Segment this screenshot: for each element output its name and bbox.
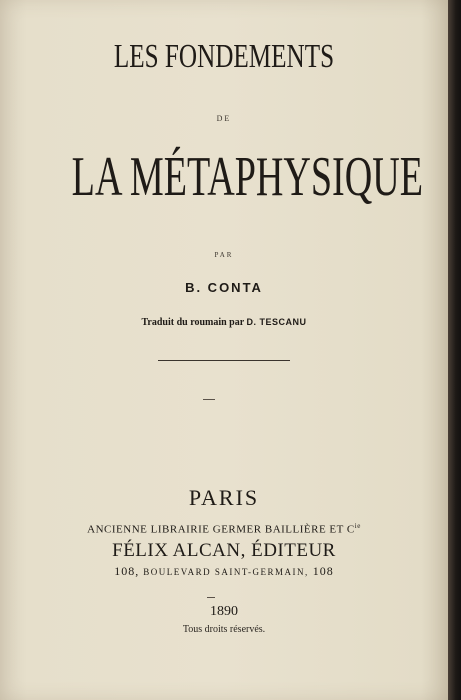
- title-line-1: LES FONDEMENTS: [113, 38, 335, 75]
- address-number-1: 108,: [114, 564, 140, 578]
- short-divider-rule: [203, 399, 215, 400]
- divider-rule: [158, 360, 290, 361]
- year-rule: [207, 597, 215, 598]
- editor-line: FÉLIX ALCAN, ÉDITEUR: [112, 540, 336, 561]
- publisher-superscript: ie: [354, 522, 361, 530]
- author-name: B. CONTA: [185, 280, 263, 295]
- translation-note: [0, 317, 448, 328]
- author-by: PAR: [214, 251, 234, 259]
- address-number-2: 108: [312, 564, 334, 578]
- publication-year: 1890: [210, 604, 238, 619]
- imprint-city: PARIS: [188, 485, 260, 510]
- publisher-line: [0, 522, 448, 536]
- page-edge: [448, 0, 461, 700]
- translation-prefix: Traduit du roumain par: [141, 317, 244, 328]
- title-line-2: LA MÉTAPHYSIQUE: [71, 146, 423, 208]
- translator-name: D. TESCANU: [246, 317, 307, 327]
- address-line: [0, 564, 448, 579]
- rights-notice: Tous droits réservés.: [182, 624, 266, 635]
- title-connector: DE: [216, 114, 232, 123]
- publisher-name: ANCIENNE LIBRAIRIE GERMER BAILLIÈRE ET C: [87, 523, 355, 536]
- address-street: BOULEVARD SAINT-GERMAIN,: [143, 567, 309, 577]
